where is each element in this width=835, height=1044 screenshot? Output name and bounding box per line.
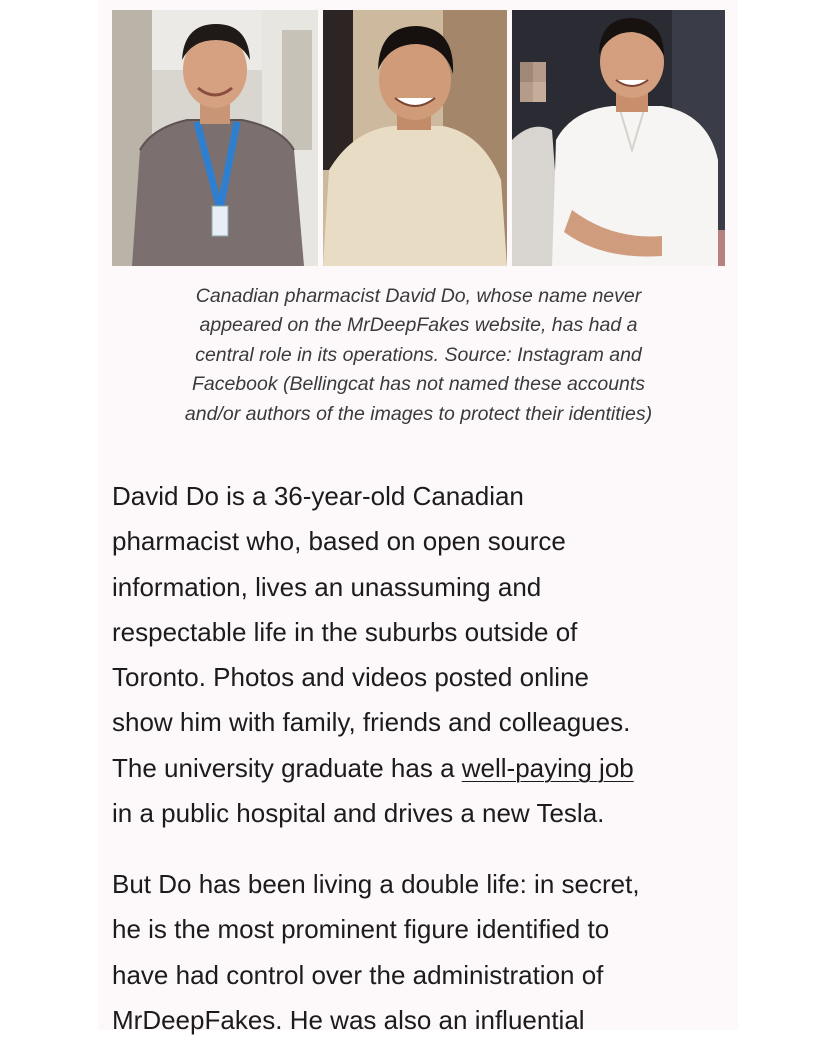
caption-line: appeared on the MrDeepFakes website, has had a [199, 314, 638, 337]
paragraph-line [112, 746, 732, 791]
paragraph-line: David Do is a 36-year-old Canadian [112, 481, 524, 511]
photo-sweater [323, 10, 507, 266]
photo-caption [112, 282, 725, 429]
paragraph-line: in a public hospital and drives a new Tesla. [112, 798, 605, 829]
paragraph-1 [112, 474, 732, 836]
paragraph-line: show him with family, friends and colleagues. [112, 707, 631, 738]
paragraph-line: Toronto. Photos and videos posted online [112, 662, 590, 693]
photo-white-tee [512, 10, 725, 266]
caption-line: and/or authors of the images to protect their identities) [184, 402, 653, 425]
paragraph-line: pharmacist who, based on open source [112, 526, 566, 557]
paragraph-line: respectable life in the suburbs outside of [112, 616, 578, 647]
paragraph-text: The university graduate has a [112, 752, 462, 783]
paragraph-line: have had control over the administration of [112, 959, 604, 990]
photo-strip [112, 10, 725, 266]
caption-line: Facebook (Bellingcat has not named these accounts [191, 373, 646, 396]
paragraph-line: he is the most prominent figure identified to [112, 914, 610, 945]
well-paying-job-link[interactable]: well-paying job [461, 752, 634, 783]
caption-line: central role in its operations. Source: Instagram and [195, 343, 642, 366]
paragraph-line: MrDeepFakes. He was also an influential [112, 1004, 585, 1035]
caption-line: Canadian pharmacist David Do, whose name never [195, 285, 642, 307]
paragraph-line: information, lives an unassuming and [112, 571, 542, 602]
paragraph-2 [112, 862, 732, 1043]
photo-hospital [112, 10, 318, 266]
paragraph-line: But Do has been living a double life: in secret, [112, 869, 640, 899]
